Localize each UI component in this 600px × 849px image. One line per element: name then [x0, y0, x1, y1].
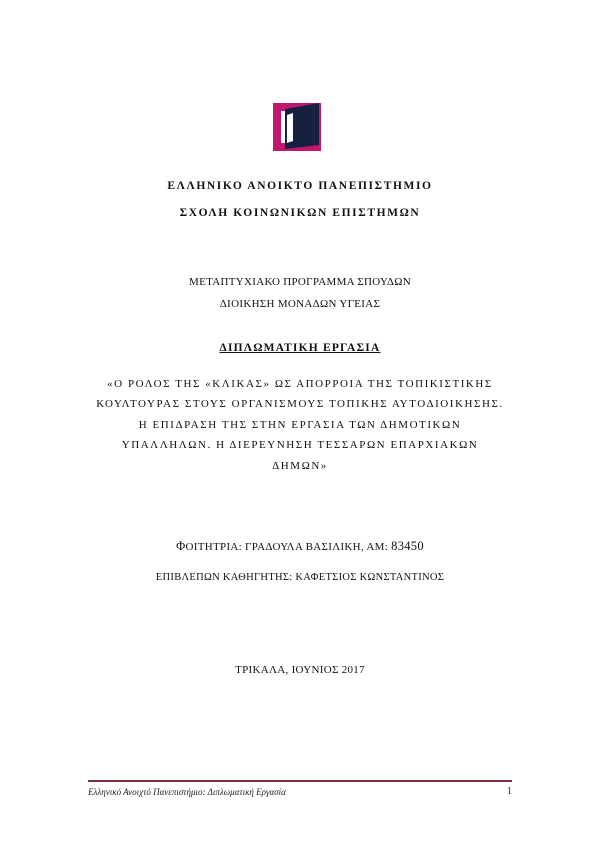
footer-rule: [88, 780, 512, 782]
student-am: 83450: [391, 539, 424, 553]
student-name: ΟΙΤΗΤΡΙΑ: ΓΡΑΔΟΥΛΑ ΒΑΣΙΛΙΚΗ, ΑΜ:: [185, 541, 392, 553]
school-name: ΣΧΟΛΗ ΚΟΙΝΩΝΙΚΩΝ ΕΠΙΣΤΗΜΩΝ: [179, 207, 421, 219]
student-first-letter: Φ: [176, 539, 186, 553]
program-name: ΜΕΤΑΠΤΥΧΙΑΚΟ ΠΡΟΓΡΑΜΜΑ ΣΠΟΥΔΩΝ: [189, 276, 411, 288]
page-number: 1: [507, 786, 512, 797]
footer-text: Ελληνικό Ανοιχτό Πανεπιστήμιο: Διπλωματική Εργασία: [88, 787, 286, 797]
thesis-label: ΔΙΠΛΩΜΑΤΙΚΗ ΕΡΓΑΣΙΑ: [219, 342, 381, 354]
student-line: [0, 539, 600, 554]
university-name: ΕΛΛΗΝΙΚΟ ΑΝΟΙΚΤΟ ΠΑΝΕΠΙΣΤΗΜΙΟ: [167, 180, 433, 192]
university-book-logo-icon: [273, 103, 321, 151]
department-name: ΔΙΟΙΚΗΣΗ ΜΟΝΑΔΩΝ ΥΓΕΙΑΣ: [219, 298, 381, 310]
supervisor-line: ΕΠΙΒΛΕΠΩΝ ΚΑΘΗΓΗΤΗΣ: ΚΑΦΕΤΣΙΟΣ ΚΩΝΣΤΑΝΤΙΝΟΣ: [155, 572, 445, 583]
thesis-title: «Ο ΡΟΛΟΣ ΤΗΣ «ΚΛΙΚΑΣ» ΩΣ ΑΠΟΡΡΟΙΑ ΤΗΣ ΤΟΠΙΚΙΣΤΙΚΗΣ ΚΟΥΛΤΟΥΡΑΣ ΣΤΟΥΣ ΟΡΓΑΝΙΣΜΟΥΣ ΤΟΠΙΚΗΣ ΑΥΤΟΔΙΟΙΚΗΣΗΣ. Η ΕΠΙΔΡΑΣΗ ΤΗΣ ΣΤΗΝ ΕΡΓΑΣΙΑ ΤΩΝ ΔΗΜΟΤΙΚΩΝ ΥΠΑΛΛΗΛΩΝ. Η ΔΙΕΡΕΥΝΗΣΗ ΤΕΣΣΑΡΩΝ ΕΠΑΡΧΙΑΚΩΝ ΔΗΜΩΝ»: [96, 378, 504, 472]
place-date: ΤΡΙΚΑΛΑ, ΙΟΥΝΙΟΣ 2017: [235, 664, 365, 676]
